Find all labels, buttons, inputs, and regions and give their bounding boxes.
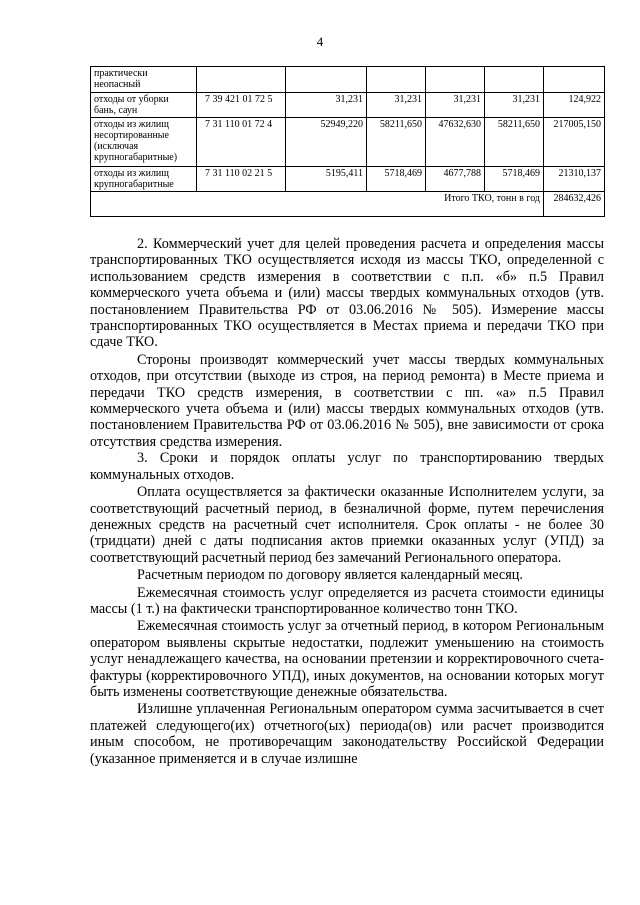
- paragraph: Излишне уплаченная Региональным оператором сумма засчитывается в счет платежей следующего(их) отчетного(ых) периода(ов) или расчет производится иным способом, не противоречащим законодательству Российской Федерации (указанное применяется и в случае излишне: [90, 701, 604, 767]
- section-heading: 3. Сроки и порядок оплаты услуг по транспортированию твердых коммунальных отходов.: [90, 450, 604, 483]
- paragraph: Ежемесячная стоимость услуг за отчетный период, в котором Региональным оператором выявлены скрытые недостатки, подлежит уменьшению на стоимость услуг ненадлежащего качества, на основании претензии и корректировочного счета-фактуры (корректировочного УПД), иных документов, на основании которых могут быть изменены соответствующие денежные обязательства.: [90, 618, 604, 700]
- paragraph: Расчетным периодом по договору является календарный месяц.: [137, 567, 523, 584]
- value-cell: 47632,630: [426, 118, 485, 167]
- total-cell: 21310,137: [544, 167, 605, 192]
- waste-name-cell: отходы от уборки бань, саун: [91, 93, 197, 118]
- grand-total-cell: 284632,426: [544, 192, 605, 217]
- table-total-row: [91, 192, 605, 217]
- total-cell: [544, 67, 605, 93]
- value-cell: [485, 67, 544, 93]
- value-cell: [367, 67, 426, 93]
- value-cell: 31,231: [485, 93, 544, 118]
- waste-code-cell: 7 31 110 01 72 4: [197, 118, 286, 167]
- paragraph: Ежемесячная стоимость услуг определяется из расчета стоимости единицы массы (1 т.) на фактически транспортированное количество тонн ТКО.: [90, 584, 604, 617]
- value-cell: 5195,411: [286, 167, 367, 192]
- waste-name-cell: отходы из жилищ несортированные (исключая крупногабаритные): [91, 118, 197, 167]
- waste-code-cell: [197, 67, 286, 93]
- total-cell: 124,922: [544, 93, 605, 118]
- contract-body-text: [90, 236, 604, 767]
- value-cell: [286, 67, 367, 93]
- waste-code-cell: 7 39 421 01 72 5: [197, 93, 286, 118]
- waste-code-cell: 7 31 110 02 21 5: [197, 167, 286, 192]
- paragraph: Стороны производят коммерческий учет массы твердых коммунальных отходов, при отсутствии (выходе из строя, на период ремонта) в Месте приема и передачи ТКО средств измерения, в соответствии с пп. «а» п.5 Правил коммерческого учета объема и (или) массы твердых коммунальных отходов (утв. постановлением Правительства РФ от 03.06.2016 № 505), вне зависимости от срока отсутствия средства измерения.: [90, 351, 604, 450]
- value-cell: 5718,469: [485, 167, 544, 192]
- value-cell: 31,231: [367, 93, 426, 118]
- value-cell: 4677,788: [426, 167, 485, 192]
- paragraph: 2. Коммерческий учет для целей проведения расчета и определения массы транспортированных ТКО осуществляется исходя из массы ТКО, определенной с использованием средств измерения в соответствии с п.п. «б» п.5 Правил коммерческого учета объема и (или) массы твердых коммунальных отходов (утв. постановлением Правительства РФ от 03.06.2016 № 505). Измерение массы транспортированных ТКО осуществляется в Местах приема и передачи ТКО при сдаче ТКО.: [90, 236, 604, 351]
- value-cell: 31,231: [286, 93, 367, 118]
- table-row: [91, 67, 605, 93]
- waste-name-cell: практически неопасный: [91, 67, 197, 93]
- waste-volume-table-container: [90, 66, 604, 217]
- value-cell: 5718,469: [367, 167, 426, 192]
- value-cell: 58211,650: [367, 118, 426, 167]
- paragraph: Оплата осуществляется за фактически оказанные Исполнителем услуги, за соответствующий расчетный период, в безналичной форме, путем перечисления денежных средств на расчетный счет исполнителя. Срок оплаты - не более 30 (тридцати) дней с даты подписания актов приемки оказанных услуг (УПД) за соответствующий расчетный период без замечаний Регионального оператора.: [90, 484, 604, 566]
- page-number: 4: [316, 34, 324, 49]
- value-cell: 58211,650: [485, 118, 544, 167]
- value-cell: 52949,220: [286, 118, 367, 167]
- total-cell: 217005,150: [544, 118, 605, 167]
- table-row: [91, 93, 605, 118]
- table-row: [91, 118, 605, 167]
- value-cell: 31,231: [426, 93, 485, 118]
- table-row: [91, 167, 605, 192]
- value-cell: [426, 67, 485, 93]
- waste-volume-table: [90, 66, 605, 217]
- total-label: Итого ТКО, тонн в год: [91, 192, 544, 217]
- waste-name-cell: отходы из жилищ крупногабаритные: [91, 167, 197, 192]
